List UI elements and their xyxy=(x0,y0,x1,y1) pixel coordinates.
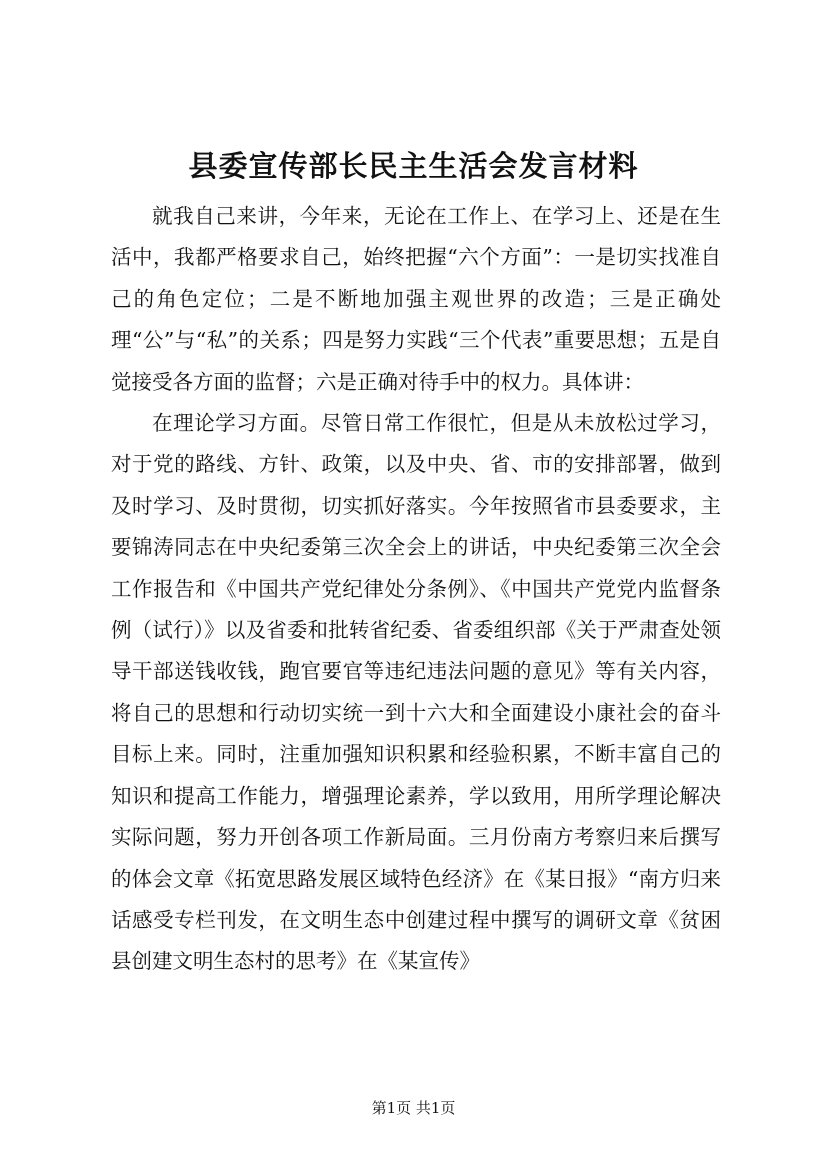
page-number-footer: 第1页 共1页 xyxy=(371,1099,456,1117)
document-body xyxy=(111,196,721,983)
paragraph-intro: 就我自己来讲，今年来，无论在工作上、在学习上、还是在生活中，我都严格要求自己，始终把握“六个方面”：一是切实找准自己的角色定位；二是不断地加强主观世界的改造；三是正确处理“公”与“私”的关系；四是努力实践“三个代表”重要思想；五是自觉接受各方面的监督；六是正确对待手中的权力。具体讲： xyxy=(111,204,721,394)
paragraph-theory-study: 在理论学习方面。尽管日常工作很忙，但是从未放松过学习，对于党的路线、方针、政策，以及中央、省、市的安排部署，做到及时学习、及时贯彻，切实抓好落实。今年按照省市县委要求，主要锦涛同志在中央纪委第三次全会上的讲话，中央纪委第三次全会工作报告和《中国共产党纪律处分条例》、《中国共产党党内监督条例（试行）》以及省委和批转省纪委、省委组织部《关于严肃查处领导干部送钱收钱，跑官要官等违纪违法问题的意见》等有关内容，将自己的思想和行动切实统一到十六大和全面建设小康社会的奋斗目标上来。同时，注重加强知识积累和经验积累，不断丰富自己的知识和提高工作能力，增强理论素养，学以致用，用所学理论解决实际问题，努力开创各项工作新局面。三月份南方考察归来后撰写的体会文章《拓宽思路发展区域特色经济》在《某日报》“南方归来话感受专栏刊发，在文明生态中创建过程中撰写的调研文章《贫困县创建文明生态村的思考》在《某宣传》 xyxy=(111,411,721,974)
document-title: 县委宣传部长民主生活会发言材料 xyxy=(188,149,639,183)
